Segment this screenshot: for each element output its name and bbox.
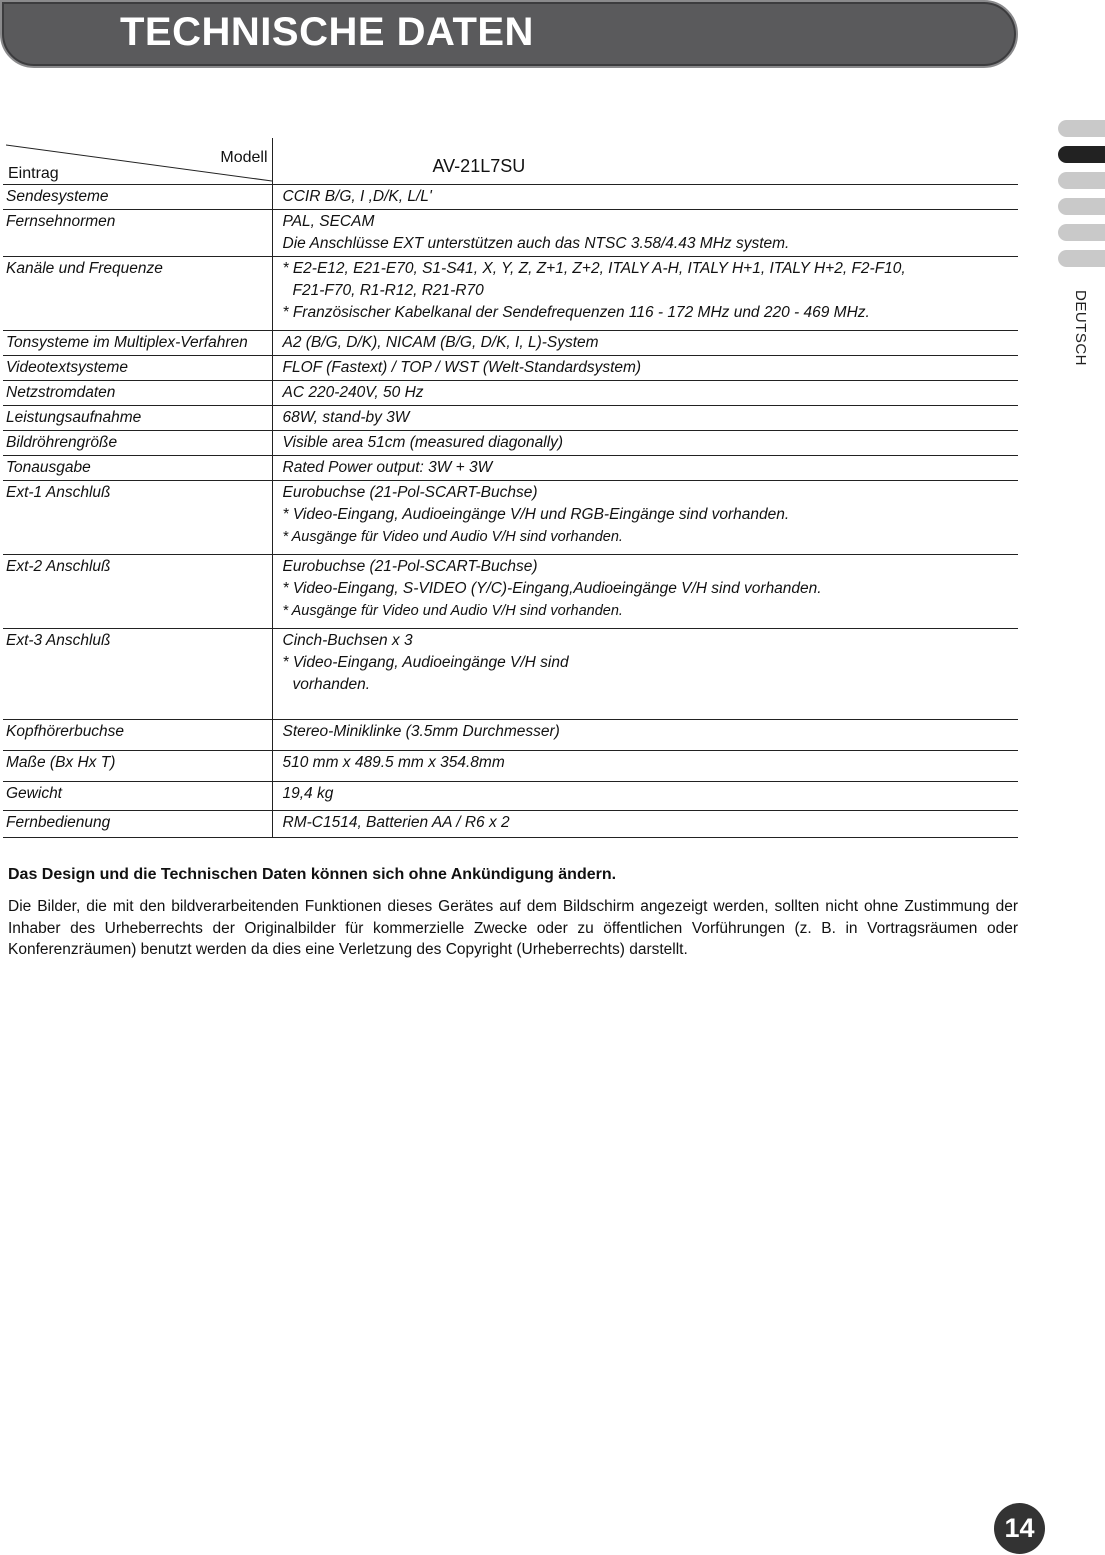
language-tab [1058, 224, 1105, 241]
spec-label: Ext-1 Anschluß [6, 484, 111, 501]
spec-value-line: * Ausgänge für Video und Audio V/H sind vorhanden. [282, 529, 623, 545]
spec-value-line: PAL, SECAM [282, 213, 375, 230]
spec-label-cell [3, 331, 272, 356]
spec-label: Ext-3 Anschluß [6, 632, 111, 649]
spec-value-line: Stereo-Miniklinke (3.5mm Durchmesser) [282, 723, 560, 740]
table-row [3, 629, 1018, 720]
spec-value-line: Cinch-Buchsen x 3 [282, 632, 413, 649]
table-row [3, 481, 1018, 555]
table-row [3, 381, 1018, 406]
spec-value-cell [272, 185, 1018, 210]
language-tab [1058, 198, 1105, 215]
notice-text: Die Bilder, die mit den bildverarbeitenden Funktionen dieses Gerätes auf dem Bildschirm angezeigt werden, sollten nicht ohne Zustimmung der Inhaber des Urheberrechts der Originalbilder für kommerzielle Zwecke oder zu öffentlichen Vorführungen (z. B. in Vortragsräumen oder Konferenzräumen) benutzt werden da dies eine Verletzung des Copyright (Urheberrechts) darstellt. [8, 898, 1018, 958]
spec-value-line: 19,4 kg [282, 785, 334, 802]
spec-value-line: A2 (B/G, D/K), NICAM (B/G, D/K, I, L)-System [282, 334, 599, 351]
language-tab [1058, 250, 1105, 267]
spec-value-cell [272, 406, 1018, 431]
spec-value-cell [272, 257, 1018, 331]
table-row [3, 782, 1018, 811]
spec-value-line: Eurobuchse (21-Pol-SCART-Buchse) [282, 558, 538, 575]
spec-label-cell [3, 720, 272, 751]
spec-label-cell [3, 481, 272, 555]
spec-label: Bildröhrengröße [6, 434, 118, 451]
table-row [3, 811, 1018, 838]
spec-label-cell [3, 381, 272, 406]
spec-value-line: 510 mm x 489.5 mm x 354.8mm [282, 754, 505, 771]
spec-value-cell [272, 331, 1018, 356]
header-entry-label: Eintrag [8, 165, 59, 182]
spec-value-cell [272, 356, 1018, 381]
table-row [3, 555, 1018, 629]
spec-label-cell [3, 431, 272, 456]
language-tab [1058, 120, 1105, 137]
spec-label-cell [3, 629, 272, 720]
page-title: TECHNISCHE DATEN [120, 10, 534, 54]
notice-bold: Das Design und die Technischen Daten können sich ohne Ankündigung ändern. [8, 866, 617, 883]
spec-label-cell [3, 456, 272, 481]
spec-label: Sendesysteme [6, 188, 109, 205]
spec-label-cell [3, 356, 272, 381]
model-cell [272, 138, 1018, 185]
spec-value-cell [272, 782, 1018, 811]
spec-value-line: Rated Power output: 3W + 3W [282, 459, 493, 476]
title-bar [0, 0, 1018, 68]
spec-label: Tonausgabe [6, 459, 91, 476]
spec-label: Fernsehnormen [6, 213, 116, 230]
spec-label-cell [3, 406, 272, 431]
page-number: 14 [994, 1503, 1045, 1554]
table-header-row [3, 138, 1018, 185]
spec-label: Fernbedienung [6, 814, 111, 831]
spec-value-cell [272, 629, 1018, 720]
table-row [3, 331, 1018, 356]
spec-label: Gewicht [6, 785, 62, 802]
table-row [3, 356, 1018, 381]
spec-label: Tonsysteme im Multiplex-Verfahren [6, 334, 248, 351]
spec-label: Kanäle und Frequenze [6, 260, 163, 277]
spec-value-line: 68W, stand-by 3W [282, 409, 410, 426]
spec-value-line: AC 220-240V, 50 Hz [282, 384, 424, 401]
spec-value-line: RM-C1514, Batterien AA / R6 x 2 [282, 814, 510, 831]
spec-table [3, 138, 1018, 838]
language-tabs [1058, 120, 1105, 276]
spec-label: Maße (Bx Hx T) [6, 754, 116, 771]
spec-value-line: * Video-Eingang, Audioeingänge V/H und RGB-Eingänge sind vorhanden. [282, 506, 790, 523]
spec-label-cell [3, 751, 272, 782]
table-row [3, 257, 1018, 331]
table-row [3, 751, 1018, 782]
table-header-corner [3, 138, 272, 185]
spec-value-cell [272, 751, 1018, 782]
table-row [3, 456, 1018, 481]
model-name: AV-21L7SU [432, 156, 526, 176]
spec-label: Ext-2 Anschluß [6, 558, 111, 575]
table-row [3, 431, 1018, 456]
spec-label-cell [3, 555, 272, 629]
spec-value-cell [272, 431, 1018, 456]
spec-value-cell [272, 456, 1018, 481]
language-tab-active [1058, 146, 1105, 163]
spec-label: Netzstromdaten [6, 384, 116, 401]
spec-value-cell [272, 720, 1018, 751]
spec-label: Kopfhörerbuchse [6, 723, 125, 740]
spec-label-cell [3, 782, 272, 811]
table-row [3, 406, 1018, 431]
header-model-label: Modell [220, 149, 268, 166]
spec-value-line: F21-F70, R1-R12, R21-R70 [292, 282, 484, 299]
spec-label-cell [3, 257, 272, 331]
language-label: DEUTSCH [1072, 290, 1089, 367]
spec-value-line: FLOF (Fastext) / TOP / WST (Welt-Standardsystem) [282, 359, 642, 376]
language-tab [1058, 172, 1105, 189]
spec-label: Videotextsysteme [6, 359, 129, 376]
spec-label-cell [3, 811, 272, 838]
table-row [3, 185, 1018, 210]
spec-value-line: * Video-Eingang, Audioeingänge V/H sind [282, 654, 569, 671]
spec-value-line: vorhanden. [292, 676, 371, 693]
table-row [3, 720, 1018, 751]
spec-rows [3, 185, 1018, 838]
spec-value-line: Visible area 51cm (measured diagonally) [282, 434, 564, 451]
spec-value-line: Die Anschlüsse EXT unterstützen auch das NTSC 3.58/4.43 MHz system. [282, 235, 790, 252]
spec-label-cell [3, 185, 272, 210]
spec-value-line: * Französischer Kabelkanal der Sendefrequenzen 116 - 172 MHz und 220 - 469 MHz. [282, 304, 870, 321]
spec-value-cell [272, 210, 1018, 257]
spec-label-cell [3, 210, 272, 257]
spec-value-line: * E2-E12, E21-E70, S1-S41, X, Y, Z, Z+1, Z+2, ITALY A-H, ITALY H+1, ITALY H+2, F2-F10, [282, 260, 906, 277]
spec-value-cell [272, 481, 1018, 555]
spec-label: Leistungsaufnahme [6, 409, 142, 426]
spec-value-cell [272, 555, 1018, 629]
spec-value-line: Eurobuchse (21-Pol-SCART-Buchse) [282, 484, 538, 501]
spec-value-cell [272, 381, 1018, 406]
spec-value-line: * Video-Eingang, S-VIDEO (Y/C)-Eingang,Audioeingänge V/H sind vorhanden. [282, 580, 822, 597]
spec-value-line: CCIR B/G, I ,D/K, L/L' [282, 188, 432, 205]
table-row [3, 210, 1018, 257]
spec-value-line: * Ausgänge für Video und Audio V/H sind vorhanden. [282, 603, 623, 619]
spec-value-cell [272, 811, 1018, 838]
